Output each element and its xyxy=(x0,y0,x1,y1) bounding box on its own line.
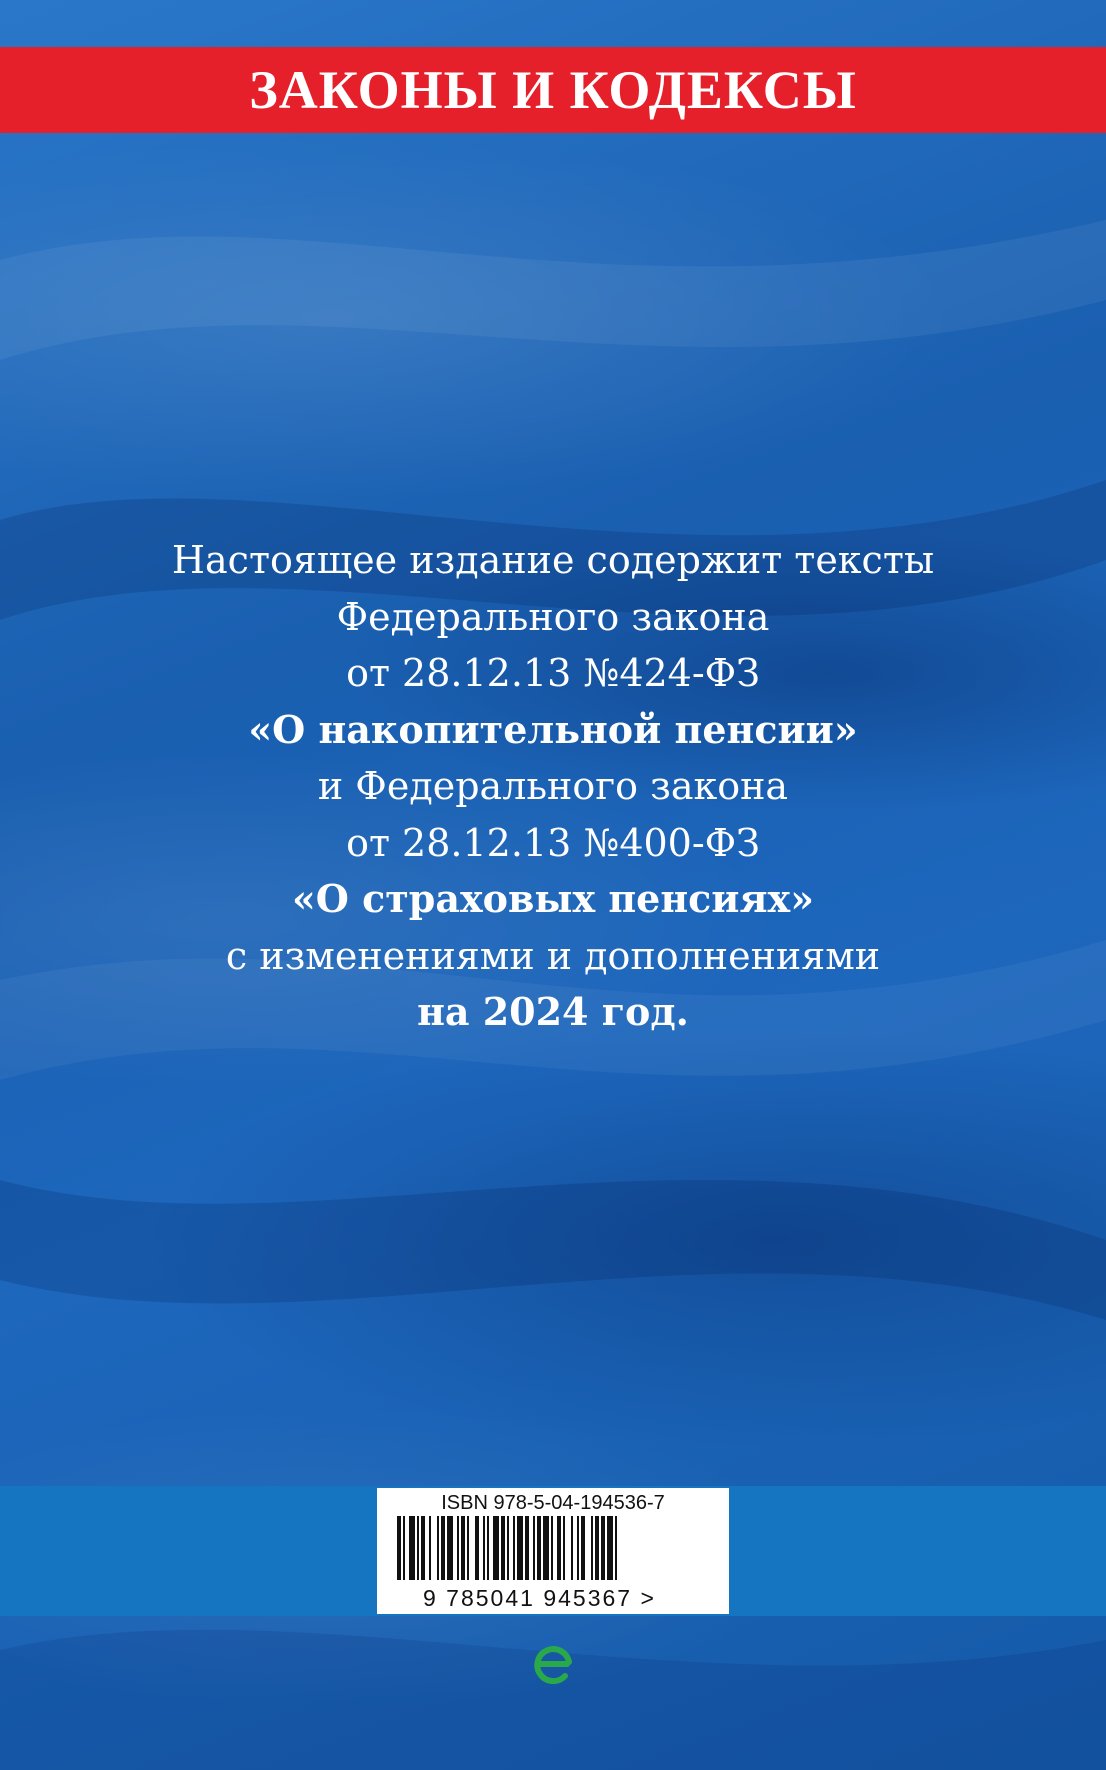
description-line: Федерального закона xyxy=(336,594,770,639)
description-line: Настоящее издание содержит тексты xyxy=(171,538,935,582)
isbn-label: ISBN 978-5-04-194536-7 xyxy=(441,1492,665,1514)
description-line: и Федерального закона xyxy=(317,764,789,808)
barcode-bars xyxy=(397,1516,707,1588)
edition-description xyxy=(80,532,1026,1041)
law-title-1: «О накопительной пенсии» xyxy=(248,706,858,752)
description-line: от 28.12.13 №400-ФЗ xyxy=(346,820,760,865)
barcode-digits: 9 785041 945367 > xyxy=(423,1585,656,1611)
isbn-barcode xyxy=(377,1488,729,1614)
series-banner xyxy=(0,47,1106,133)
description-line: с изменениями и дополнениями xyxy=(225,933,881,978)
edition-year: на 2024 год. xyxy=(417,989,689,1034)
series-title: ЗАКОНЫ И КОДЕКСЫ xyxy=(249,60,857,120)
description-line: от 28.12.13 №424-ФЗ xyxy=(346,651,760,695)
eksmo-logo-icon xyxy=(529,1640,577,1688)
law-title-2: «О страховых пенсиях» xyxy=(292,876,814,921)
